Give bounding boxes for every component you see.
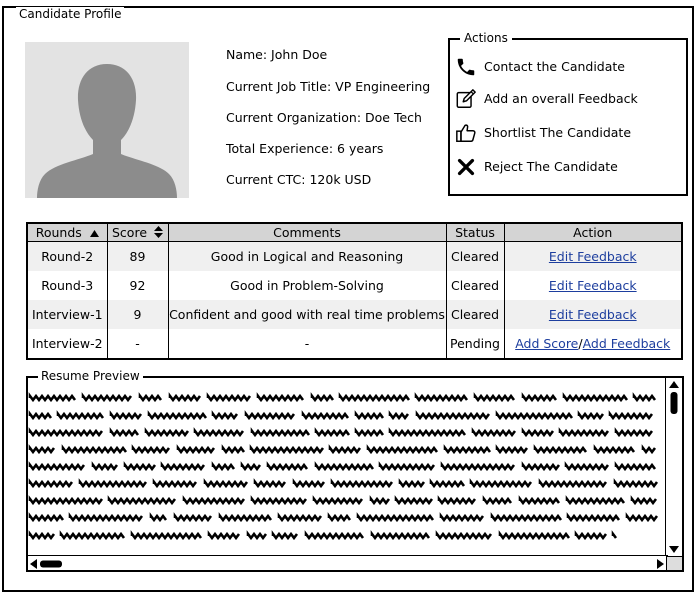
score-cell: - [107,329,168,359]
thumbs-up-icon [454,122,478,144]
rounds-table [26,222,683,360]
close-icon [454,156,478,178]
round-cell: Interview-1 [27,300,107,329]
sort-up-icon [90,230,99,237]
contact-candidate-label: Contact the Candidate [484,59,625,74]
comments-column-header: Comments [168,223,446,242]
frame-title: Candidate Profile [16,7,124,21]
scrollbar-corner [666,556,682,570]
candidate-name: Name: John Doe [226,47,328,62]
table-row [27,271,682,300]
edit-icon [454,88,478,110]
action-cell [504,300,682,329]
reject-candidate-button[interactable] [484,159,618,175]
sort-both-icon [154,226,163,238]
horizontal-scrollbar-track [28,557,668,571]
status-cell: Cleared [446,271,504,300]
table-row [27,329,682,359]
avatar [25,42,189,198]
action-column-header: Action [504,223,682,242]
score-cell: 9 [107,300,168,329]
vertical-scrollbar[interactable] [665,378,682,556]
add-score-link[interactable]: Add Score [515,336,579,351]
vertical-scrollbar-track [666,378,682,556]
status-cell: Pending [446,329,504,359]
candidate-experience: Total Experience: 6 years [226,141,384,156]
action-cell [504,329,682,359]
actions-panel [448,31,688,196]
horizontal-scrollbar[interactable] [28,555,668,570]
reject-candidate-label: Reject The Candidate [484,159,618,174]
avatar-silhouette-icon [25,42,189,198]
add-feedback-label: Add an overall Feedback [484,91,638,106]
rounds-header-label: Rounds [35,225,82,240]
contact-candidate-button[interactable] [484,59,625,75]
action-cell [504,271,682,300]
round-cell: Interview-2 [27,329,107,359]
shortlist-candidate-label: Shortlist The Candidate [484,125,632,140]
action-cell [504,242,682,272]
status-column-header: Status [446,223,504,242]
round-cell: Round-3 [27,271,107,300]
edit-feedback-link[interactable]: Edit Feedback [548,307,637,322]
edit-feedback-link[interactable]: Edit Feedback [548,249,637,264]
resume-preview-title: Resume Preview [38,369,143,383]
table-row [27,242,682,272]
score-header-label: Score [112,225,148,240]
comment-cell: Good in Problem-Solving [168,271,446,300]
score-cell: 92 [107,271,168,300]
table-row [27,300,682,329]
table-header-row [27,223,682,242]
rounds-column-header[interactable] [27,223,107,242]
resume-preview [26,369,684,572]
comment-cell: Good in Logical and Reasoning [168,242,446,272]
edit-feedback-link[interactable]: Edit Feedback [548,278,637,293]
candidate-ctc: Current CTC: 120k USD [226,172,372,187]
resume-text-placeholder [28,386,664,550]
score-column-header[interactable] [107,223,168,242]
add-feedback-button[interactable] [484,91,638,107]
round-cell: Round-2 [27,242,107,272]
shortlist-candidate-button[interactable] [484,125,631,141]
add-feedback-link[interactable]: Add Feedback [582,336,671,351]
action-separator: / [578,336,583,351]
status-cell: Cleared [446,242,504,272]
comment-cell: Confident and good with real time problems [168,300,446,329]
score-cell: 89 [107,242,168,272]
status-cell: Cleared [446,300,504,329]
comment-cell: - [168,329,446,359]
candidate-job-title: Current Job Title: VP Engineering [226,79,431,94]
actions-title: Actions [460,30,512,46]
candidate-organization: Current Organization: Doe Tech [226,110,422,125]
phone-icon [454,56,478,78]
